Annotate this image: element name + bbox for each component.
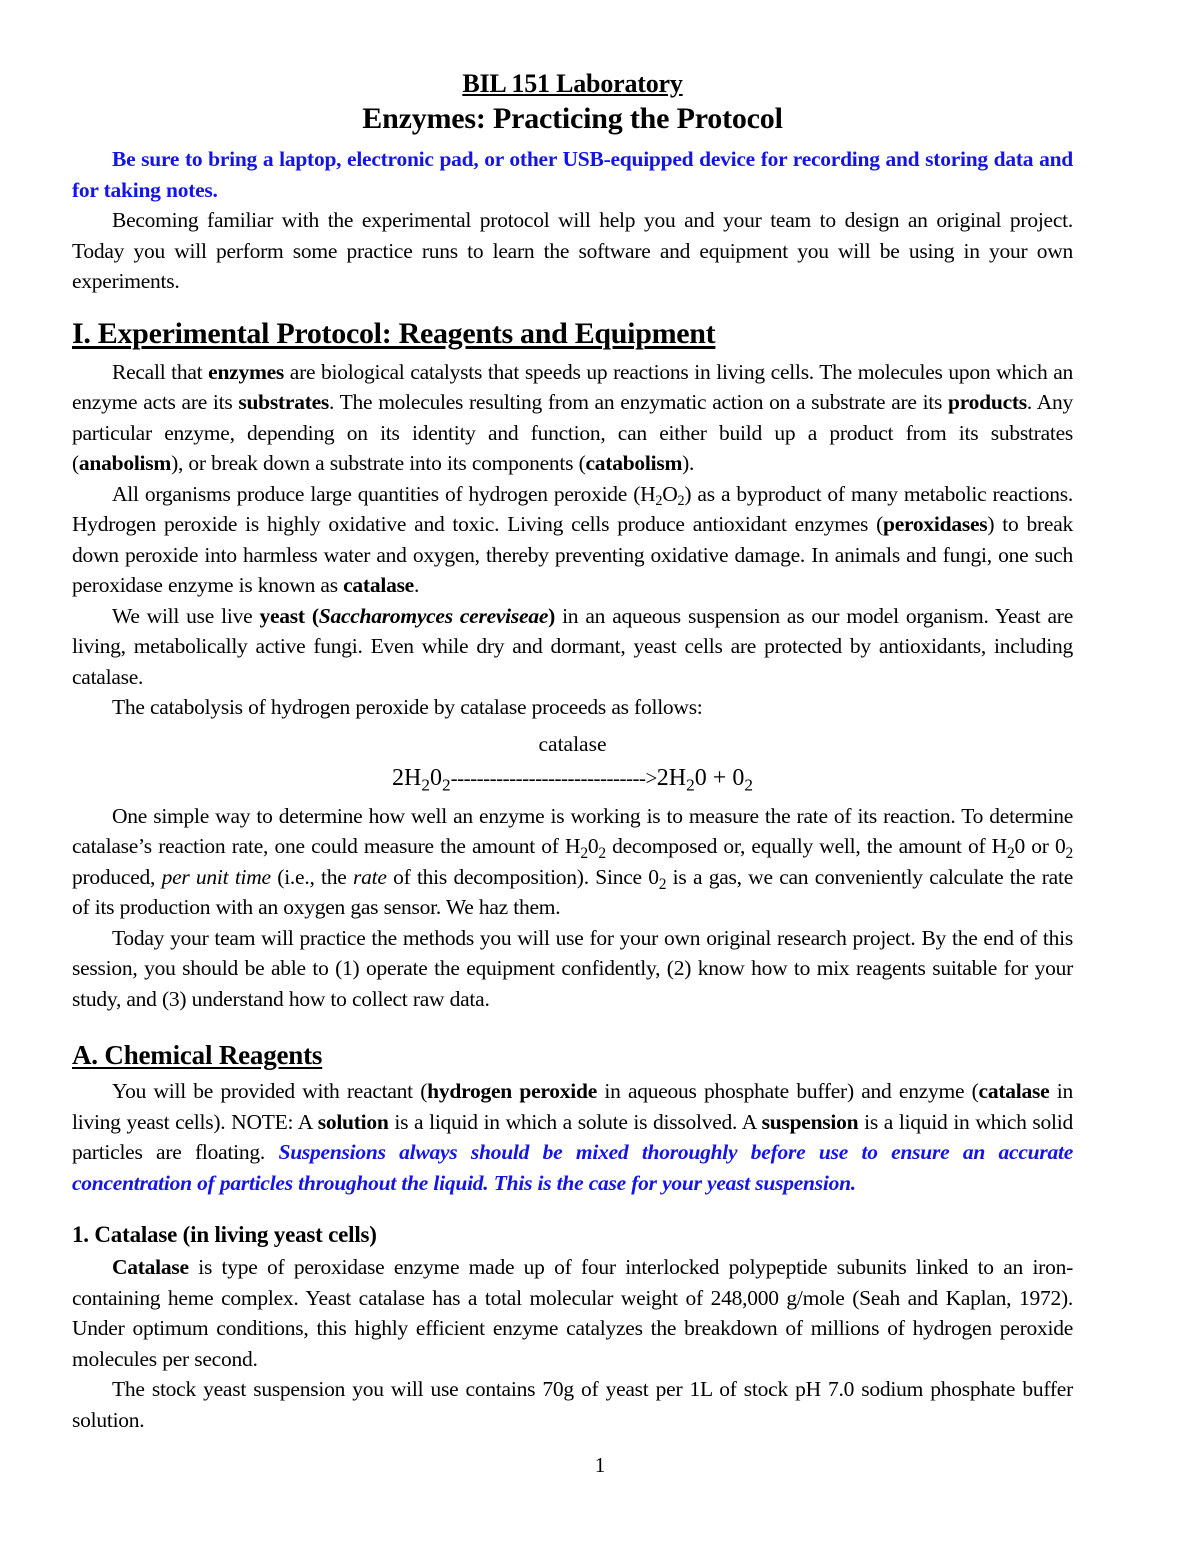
- term-anabolism: anabolism: [78, 451, 172, 475]
- equation-product-2: 0: [732, 764, 745, 791]
- text-frag: (i.e., the: [270, 864, 353, 889]
- text-frag: We will use live: [112, 603, 260, 628]
- term-catalase: Catalase: [112, 1255, 189, 1279]
- subscript: 2: [1065, 844, 1074, 862]
- term-yeast-close: ): [548, 603, 556, 628]
- equation-arrow: ------------------------------>: [450, 765, 657, 790]
- term-catabolism: catabolism: [585, 451, 683, 475]
- text-frag: ).: [682, 451, 695, 475]
- emphasis-per-unit-time: per unit time: [161, 864, 271, 889]
- text-frag: You will be provided with reactant (: [112, 1079, 428, 1103]
- section-1-paragraph-4: The catabolysis of hydrogen peroxide by catalase proceeds as follows:: [112, 695, 703, 719]
- page-number: 1: [594, 1453, 606, 1477]
- text-frag: ), or break down a substrate into its components (: [171, 451, 586, 475]
- text-frag: in aqueous phosphate buffer) and enzyme (: [597, 1079, 979, 1103]
- term-catalase: catalase: [343, 573, 414, 597]
- section-1-paragraph-6: Today your team will practice the methods you will use for your own original research project. By the end of this session, you should be able to (1) operate the equipment confidently, (2) know how to mix reagents suitable for your study, and (3) understand how to collect raw data.: [72, 925, 1073, 1011]
- section-heading-1: I. Experimental Protocol: Reagents and Equipment: [72, 316, 716, 350]
- equation-enzyme-label: catalase: [538, 731, 607, 756]
- subscript: 2: [658, 875, 667, 893]
- section-1-paragraph-3: [72, 601, 1073, 693]
- term-catalase: catalase: [978, 1079, 1050, 1103]
- text-frag: in an aqueous suspension as our model organism. Yeast are living, metabolically active fungi. Even while dry and dormant, yeast cells are protected by antioxidants, including catalase.: [72, 603, 1073, 689]
- intro-paragraph: Becoming familiar with the experimental protocol will help you and your team to design an original project. Today you will perform some practice runs to learn the software and equipment you will be using in your own experiments.: [72, 208, 1073, 293]
- section-a-paragraph-1: [72, 1076, 1073, 1198]
- text-frag: O: [662, 481, 678, 506]
- equation-product-2-sub: 2: [744, 775, 753, 795]
- term-substrates: substrates: [238, 390, 330, 414]
- equation-product-1-sub: 2: [686, 775, 695, 795]
- subscript: 2: [677, 492, 685, 509]
- equation-product-1: 2H: [656, 764, 687, 791]
- text-frag: are biological catalysts that speeds up reactions in living cells. The molecules upon which an enzyme acts are its: [72, 359, 1073, 414]
- equation-reactant-mid: 0: [430, 764, 443, 791]
- equation-reaction-line: [72, 759, 1073, 797]
- notice-text: Be sure to bring a laptop, electronic pad, or other USB-equipped device for recording and storing data and for taking notes.: [72, 147, 1073, 202]
- section-1-paragraph-1: [72, 357, 1073, 479]
- text-frag: produced,: [72, 864, 162, 889]
- text-frag: All organisms produce large quantities of hydrogen peroxide (H: [112, 481, 656, 506]
- equation-reactant-sub-2: 2: [442, 775, 451, 795]
- term-suspension: suspension: [761, 1109, 859, 1134]
- section-heading-a: A. Chemical Reagents: [72, 1040, 323, 1070]
- subscript: 2: [655, 492, 663, 509]
- equation-reactant-sub-1: 2: [421, 775, 431, 795]
- subscript: 2: [1006, 844, 1015, 862]
- term-products: products: [948, 390, 1027, 414]
- section-a-heading-wrap: [72, 1014, 1073, 1076]
- section-1-paragraph-5: [72, 801, 1073, 923]
- text-frag: is type of peroxidase enzyme made up of four interlocked polypeptide subunits linked to an iron-containing heme complex. Yeast catalase has a total molecular weight of 248,000 g/mole (Seah and Kaplan, 1972). Under optimum conditions, this highly efficient enzyme catalyzes the breakdown of millions of hydrogen peroxide molecules per second.: [72, 1255, 1073, 1371]
- text-frag: is a gas, we can conveniently calculate the rate of its production with an oxygen gas sensor. We haz them.: [72, 864, 1073, 919]
- text-frag: is a liquid in which solid particles are floating.: [72, 1109, 1073, 1164]
- suspension-warning-text: Suspensions always should be mixed thoroughly before use to ensure an accurate concentration of particles throughout the liquid. This is the case for your yeast suspension.: [72, 1140, 1073, 1195]
- document-title-line-1: [72, 68, 1073, 100]
- emphasis-rate: rate: [353, 864, 387, 889]
- notice-paragraph: [72, 144, 1073, 205]
- subscript: 2: [598, 844, 606, 862]
- text-frag: 0: [587, 834, 599, 858]
- document-title-line-1-text: BIL 151 Laboratory: [462, 69, 683, 98]
- text-frag: ) as a byproduct of many metabolic reactions. Hydrogen peroxide is highly oxidative and toxic. Living cells produce antioxidant enzymes (: [72, 481, 1073, 536]
- term-solution: solution: [317, 1109, 389, 1134]
- subsection-heading-1: 1. Catalase (in living yeast cells): [72, 1222, 377, 1247]
- species-name: Saccharomyces cereviseae: [318, 603, 549, 628]
- text-frag: One simple way to determine how well an enzyme is working is to measure the rate of its reaction. To determine catalase’s reaction rate, one could measure the amount of H: [72, 803, 1073, 858]
- text-frag: 0 or 0: [1014, 834, 1066, 858]
- subsection-1-paragraph-2: The stock yeast suspension you will use contains 70g of yeast per 1L of stock pH 7.0 sodium phosphate buffer solution.: [72, 1377, 1073, 1432]
- subscript: 2: [580, 844, 588, 862]
- term-enzymes: enzymes: [208, 359, 285, 384]
- text-frag: ) to break down peroxide into harmless water and oxygen, thereby preventing oxidative damage. In animals and fungi, one such peroxidase enzyme is known as: [72, 512, 1073, 597]
- document-title-line-2: Enzymes: Practicing the Protocol: [362, 102, 783, 135]
- term-peroxidases: peroxidases: [883, 512, 988, 536]
- text-frag: . The molecules resulting from an enzymatic action on a substrate are its: [329, 390, 949, 414]
- text-frag: in living yeast cells). NOTE: A: [72, 1079, 1073, 1134]
- text-frag: .: [413, 573, 420, 597]
- equation-product-1-tail: 0: [694, 764, 707, 791]
- section-1-paragraph-2: [72, 479, 1073, 601]
- term-yeast-open: yeast (: [259, 603, 319, 628]
- subsection-1-paragraph-1: [72, 1252, 1073, 1374]
- text-frag: of this decomposition). Since 0: [386, 864, 659, 889]
- chemical-equation: [72, 729, 1073, 797]
- term-hydrogen-peroxide: hydrogen peroxide: [427, 1079, 597, 1103]
- text-frag: Recall that: [112, 359, 209, 384]
- text-frag: decomposed or, equally well, the amount of H: [605, 834, 1007, 858]
- equation-plus: +: [706, 764, 733, 791]
- text-frag: is a liquid in which a solute is dissolved. A: [388, 1109, 762, 1134]
- text-frag: . Any particular enzyme, depending on its identity and function, can either build up a product from its substrates (: [72, 390, 1074, 475]
- equation-reactant: 2H: [392, 764, 422, 791]
